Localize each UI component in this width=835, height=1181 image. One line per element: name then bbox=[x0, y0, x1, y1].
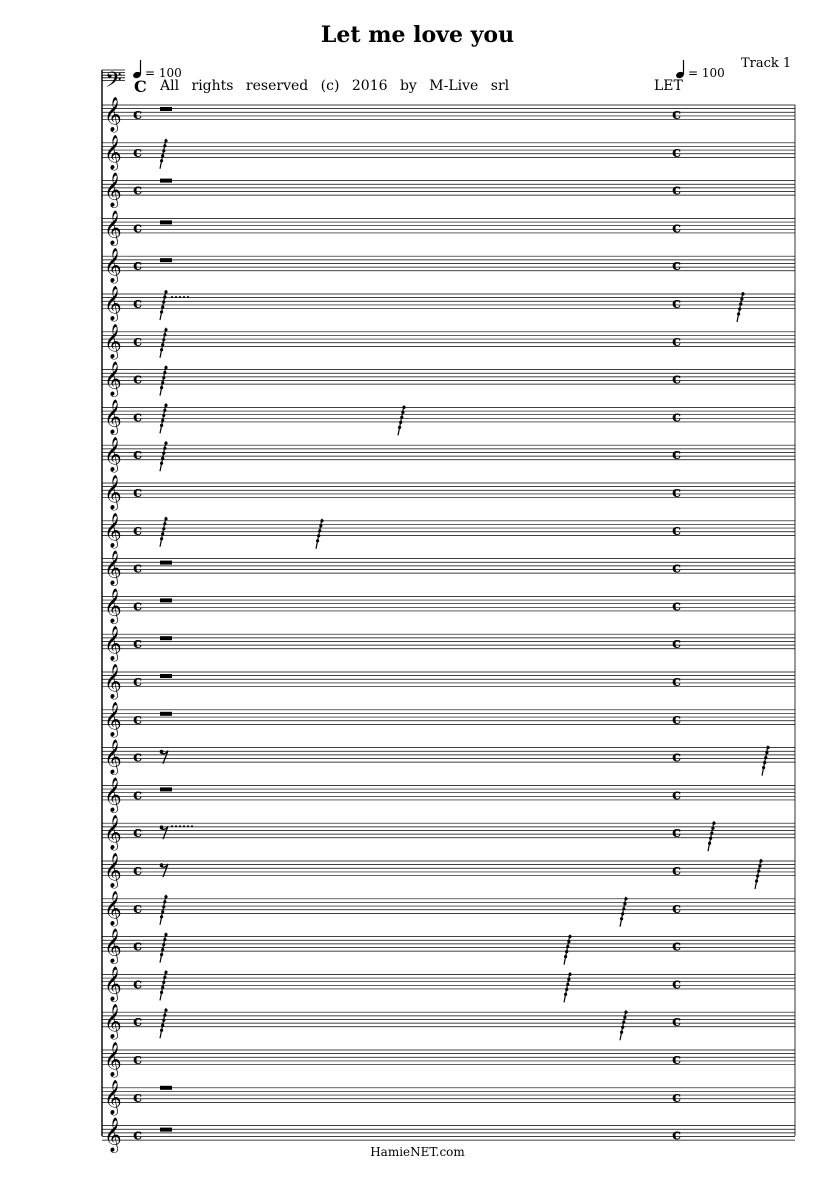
rest-flag-dot bbox=[161, 457, 164, 460]
rest-flag-dot bbox=[399, 421, 402, 424]
rest-flag-dot bbox=[162, 452, 165, 455]
rest-flag-dot bbox=[711, 827, 714, 830]
rest-flag-dot bbox=[163, 144, 166, 147]
rest-flag-dot bbox=[564, 993, 567, 996]
treble-clef-icon: 𝄞 bbox=[104, 172, 122, 208]
flagged-rest-icon bbox=[737, 292, 743, 322]
rest-flag-dot bbox=[759, 859, 762, 862]
rest-flag-dot bbox=[160, 386, 163, 389]
rest-flag-dot bbox=[402, 406, 405, 409]
whole-rest-icon bbox=[160, 1128, 172, 1132]
whole-rest-icon bbox=[160, 674, 172, 678]
time-signature-right: c bbox=[672, 520, 682, 539]
augmentation-dot bbox=[175, 825, 177, 827]
time-signature: c bbox=[133, 294, 143, 312]
time-signature-right: c bbox=[672, 898, 682, 917]
rest-flag-dot bbox=[622, 907, 625, 910]
whole-rest-icon bbox=[160, 787, 172, 791]
treble-clef-icon: 𝄞 bbox=[104, 399, 122, 435]
time-signature: c bbox=[133, 483, 143, 501]
treble-clef-icon: 𝄞 bbox=[104, 966, 122, 1002]
time-signature: c bbox=[133, 520, 143, 539]
eighth-rest-dot bbox=[160, 825, 164, 829]
augmentation-dot bbox=[183, 825, 185, 827]
time-signature-right: c bbox=[672, 294, 682, 312]
flagged-rest-icon bbox=[316, 519, 322, 549]
treble-clef-icon: 𝄞 bbox=[104, 248, 122, 284]
flagged-rest-icon bbox=[620, 1010, 626, 1040]
treble-clef-icon: 𝄞 bbox=[104, 777, 122, 813]
rest-flag-dot bbox=[160, 348, 163, 351]
whole-rest-icon bbox=[160, 561, 172, 565]
time-signature-right: c bbox=[672, 861, 682, 879]
rest-flag-dot bbox=[758, 864, 761, 867]
rest-flag-dot bbox=[765, 751, 768, 754]
whole-rest-icon bbox=[160, 220, 172, 224]
rest-flag-dot bbox=[401, 411, 404, 414]
treble-clef-icon: 𝄞 bbox=[104, 286, 122, 321]
time-signature-right: c bbox=[672, 974, 682, 993]
rest-flag-dot bbox=[161, 154, 164, 157]
time-signature-right: c bbox=[672, 936, 682, 955]
augmentation-dot bbox=[179, 296, 181, 298]
treble-clef-icon: 𝄞 bbox=[104, 1117, 122, 1153]
whole-rest-icon bbox=[160, 258, 172, 262]
rest-flag-dot bbox=[164, 328, 167, 331]
rest-flag-dot bbox=[164, 366, 167, 369]
eighth-rest-dot bbox=[160, 750, 164, 754]
copyright-text: All rights reserved (c) 2016 by M-Live srl bbox=[160, 78, 510, 94]
time-signature-right: c bbox=[672, 483, 682, 501]
lyric-marker: LET bbox=[654, 78, 683, 94]
time-signature: c bbox=[133, 1125, 143, 1144]
rest-flag-dot bbox=[622, 1021, 625, 1024]
bass-clef-icon: 𝄢 bbox=[105, 68, 122, 98]
time-signature: c bbox=[133, 672, 143, 690]
augmentation-dot bbox=[183, 296, 185, 298]
time-signature: c bbox=[133, 1050, 143, 1068]
rest-flag-dot bbox=[565, 988, 568, 991]
whole-rest-icon bbox=[160, 107, 172, 111]
rest-flag-dot bbox=[400, 416, 403, 419]
rest-flag-dot bbox=[161, 1024, 164, 1027]
treble-clef-icon: 𝄞 bbox=[104, 890, 122, 926]
time-signature: c bbox=[133, 974, 143, 993]
time-signature-right: c bbox=[672, 256, 682, 275]
rest-flag-dot bbox=[164, 517, 167, 520]
rest-flag-dot bbox=[757, 869, 760, 872]
treble-clef-icon: 𝄞 bbox=[104, 97, 122, 132]
rest-flag-dot bbox=[710, 832, 713, 835]
treble-clef-icon: 𝄞 bbox=[104, 853, 122, 888]
whole-rest-icon bbox=[160, 712, 172, 716]
treble-clef-icon: 𝄞 bbox=[104, 550, 122, 586]
rest-flag-dot bbox=[740, 297, 743, 300]
rest-flag-dot bbox=[320, 519, 323, 522]
rest-flag-dot bbox=[162, 338, 165, 341]
rest-flag-dot bbox=[708, 842, 711, 845]
time-signature: c bbox=[133, 823, 143, 842]
treble-clef-icon: 𝄞 bbox=[104, 1042, 122, 1077]
treble-clef-icon: 𝄞 bbox=[104, 626, 122, 662]
rest-flag-dot bbox=[161, 910, 164, 913]
time-signature-right: c bbox=[672, 369, 682, 388]
time-signature-right: c bbox=[672, 672, 682, 690]
rest-flag-dot bbox=[160, 537, 163, 540]
treble-clef-icon: 𝄞 bbox=[104, 701, 122, 737]
time-signature: c bbox=[133, 331, 143, 350]
treble-clef-icon: 𝄞 bbox=[104, 815, 122, 851]
rest-flag-dot bbox=[160, 159, 163, 162]
time-signature-right: c bbox=[672, 596, 682, 615]
rest-flag-dot bbox=[623, 902, 626, 905]
time-signature-right: c bbox=[672, 331, 682, 350]
rest-flag-dot bbox=[565, 950, 568, 953]
rest-flag-dot bbox=[162, 149, 165, 152]
rest-flag-dot bbox=[164, 139, 167, 142]
rest-flag-dot bbox=[317, 534, 320, 537]
time-signature: c bbox=[133, 558, 143, 577]
time-signature: c bbox=[133, 747, 143, 766]
rest-flag-dot bbox=[623, 1016, 626, 1019]
rest-flag-dot bbox=[161, 343, 164, 346]
time-signature-right: c bbox=[672, 709, 682, 728]
time-signature-right: c bbox=[672, 445, 682, 464]
whole-rest-icon bbox=[160, 1086, 172, 1090]
time-signature: c bbox=[133, 1087, 143, 1106]
flagged-rest-icon bbox=[398, 405, 404, 435]
rest-flag-dot bbox=[163, 409, 166, 412]
flagged-rest-icon bbox=[564, 935, 570, 965]
time-signature: c bbox=[133, 596, 143, 615]
track-label: Track 1 bbox=[741, 56, 792, 71]
rest-flag-dot bbox=[624, 1011, 627, 1014]
rest-flag-dot bbox=[161, 419, 164, 422]
rest-flag-dot bbox=[160, 424, 163, 427]
rest-flag-dot bbox=[163, 976, 166, 979]
rest-flag-dot bbox=[162, 527, 165, 530]
rest-flag-dot bbox=[164, 442, 167, 445]
augmentation-dot bbox=[187, 825, 189, 827]
time-signature-right: c bbox=[672, 142, 682, 161]
rest-flag-dot bbox=[568, 935, 571, 938]
rest-flag-dot bbox=[161, 948, 164, 951]
rest-flag-dot bbox=[160, 1029, 163, 1032]
rest-flag-dot bbox=[164, 1009, 167, 1012]
rest-flag-dot bbox=[162, 981, 165, 984]
flagged-rest-icon bbox=[620, 897, 626, 927]
treble-clef-icon: 𝄞 bbox=[104, 1079, 122, 1115]
flagged-rest-icon bbox=[708, 821, 714, 851]
rest-flag-dot bbox=[566, 983, 569, 986]
rest-flag-dot bbox=[164, 971, 167, 974]
treble-clef-icon: 𝄞 bbox=[104, 361, 122, 397]
tempo-value-left: = 100 bbox=[145, 66, 182, 80]
rest-flag-dot bbox=[164, 404, 167, 407]
rest-flag-dot bbox=[163, 295, 166, 298]
treble-clef-icon: 𝄞 bbox=[104, 437, 122, 473]
rest-flag-dot bbox=[160, 953, 163, 956]
rest-flag-dot bbox=[164, 895, 167, 898]
flagged-rest-icon bbox=[762, 746, 768, 776]
rest-flag-dot bbox=[568, 973, 571, 976]
whole-rest-icon bbox=[160, 636, 172, 640]
footer-credit: HamieNET.com bbox=[370, 1145, 465, 1159]
rest-flag-dot bbox=[161, 381, 164, 384]
rest-flag-dot bbox=[712, 822, 715, 825]
treble-clef-icon: 𝄞 bbox=[104, 323, 122, 359]
time-signature-right: c bbox=[672, 785, 682, 804]
augmentation-dot bbox=[171, 825, 173, 827]
treble-clef-icon: 𝄞 bbox=[104, 475, 122, 510]
rest-flag-dot bbox=[398, 426, 401, 429]
time-signature: c bbox=[133, 445, 143, 464]
rest-flag-dot bbox=[161, 305, 164, 308]
rest-flag-dot bbox=[318, 529, 321, 532]
time-signature: c bbox=[133, 218, 143, 237]
rest-flag-dot bbox=[763, 761, 766, 764]
rest-flag-dot bbox=[739, 302, 742, 305]
treble-clef-icon: 𝄞 bbox=[104, 1004, 122, 1040]
rest-flag-dot bbox=[316, 539, 319, 542]
rest-flag-dot bbox=[160, 991, 163, 994]
time-signature-right: c bbox=[672, 747, 682, 766]
time-signature: c bbox=[133, 105, 143, 123]
time-signature: c bbox=[133, 936, 143, 955]
rest-flag-dot bbox=[162, 376, 165, 379]
treble-clef-icon: 𝄞 bbox=[104, 928, 122, 964]
rest-flag-dot bbox=[162, 414, 165, 417]
rest-flag-dot bbox=[162, 905, 165, 908]
time-signature-right: c bbox=[672, 558, 682, 577]
rest-flag-dot bbox=[564, 955, 567, 958]
rest-flag-dot bbox=[709, 837, 712, 840]
eighth-rest-dot bbox=[160, 863, 164, 867]
time-signature: c bbox=[133, 634, 143, 653]
treble-clef-icon: 𝄞 bbox=[104, 210, 122, 246]
treble-clef-icon: 𝄞 bbox=[104, 739, 122, 775]
rest-flag-dot bbox=[163, 333, 166, 336]
rest-flag-dot bbox=[319, 524, 322, 527]
time-signature-right: c bbox=[672, 105, 682, 123]
rest-flag-dot bbox=[161, 532, 164, 535]
time-signature: c bbox=[133, 861, 143, 879]
time-signature-right: c bbox=[672, 1087, 682, 1106]
augmentation-dot bbox=[187, 296, 189, 298]
rest-flag-dot bbox=[621, 1026, 624, 1029]
whole-rest-icon bbox=[160, 598, 172, 602]
time-signature: c bbox=[133, 369, 143, 388]
rest-flag-dot bbox=[756, 874, 759, 877]
rest-flag-dot bbox=[163, 447, 166, 450]
flagged-rest-icon bbox=[564, 972, 570, 1002]
time-signature-right: c bbox=[672, 180, 682, 199]
time-signature: c bbox=[133, 180, 143, 199]
rest-flag-dot bbox=[755, 879, 758, 882]
time-signature-right: c bbox=[672, 407, 682, 426]
rest-flag-dot bbox=[162, 300, 165, 303]
rest-flag-dot bbox=[163, 1014, 166, 1017]
time-signature-right: c bbox=[672, 1012, 682, 1031]
time-signature: c bbox=[133, 1012, 143, 1031]
rest-flag-dot bbox=[163, 522, 166, 525]
rest-flag-dot bbox=[164, 290, 167, 293]
rest-flag-dot bbox=[162, 1019, 165, 1022]
rest-flag-dot bbox=[160, 310, 163, 313]
time-signature-right: c bbox=[672, 823, 682, 842]
rest-flag-dot bbox=[567, 940, 570, 943]
time-signature: c bbox=[133, 898, 143, 917]
flagged-rest-icon bbox=[755, 859, 761, 889]
whole-rest-icon bbox=[160, 179, 172, 183]
song-title: Let me love you bbox=[320, 22, 515, 48]
time-signature: c bbox=[133, 407, 143, 426]
treble-clef-icon: 𝄞 bbox=[104, 512, 122, 548]
bass-time-signature: C bbox=[134, 77, 147, 96]
rest-flag-dot bbox=[160, 462, 163, 465]
augmentation-dot bbox=[179, 825, 181, 827]
rest-flag-dot bbox=[737, 312, 740, 315]
time-signature-right: c bbox=[672, 1050, 682, 1068]
treble-clef-icon: 𝄞 bbox=[104, 664, 122, 699]
rest-flag-dot bbox=[620, 917, 623, 920]
augmentation-dot bbox=[191, 825, 193, 827]
time-signature: c bbox=[133, 256, 143, 275]
rest-flag-dot bbox=[160, 915, 163, 918]
rest-flag-dot bbox=[164, 933, 167, 936]
time-signature-right: c bbox=[672, 634, 682, 653]
rest-flag-dot bbox=[162, 943, 165, 946]
rest-flag-dot bbox=[163, 938, 166, 941]
rest-flag-dot bbox=[762, 766, 765, 769]
treble-clef-icon: 𝄞 bbox=[104, 134, 122, 170]
rest-flag-dot bbox=[738, 307, 741, 310]
rest-flag-dot bbox=[567, 978, 570, 981]
time-signature: c bbox=[133, 142, 143, 161]
rest-flag-dot bbox=[161, 986, 164, 989]
augmentation-dot bbox=[175, 296, 177, 298]
augmentation-dot bbox=[171, 296, 173, 298]
rest-flag-dot bbox=[764, 756, 767, 759]
time-signature: c bbox=[133, 785, 143, 804]
time-signature-right: c bbox=[672, 1125, 682, 1144]
time-signature-right: c bbox=[672, 218, 682, 237]
rest-flag-dot bbox=[163, 371, 166, 374]
tempo-value-right: = 100 bbox=[688, 66, 725, 80]
rest-flag-dot bbox=[163, 900, 166, 903]
treble-clef-icon: 𝄞 bbox=[104, 588, 122, 624]
rest-flag-dot bbox=[620, 1031, 623, 1034]
rest-flag-dot bbox=[741, 292, 744, 295]
rest-flag-dot bbox=[766, 746, 769, 749]
rest-flag-dot bbox=[621, 912, 624, 915]
time-signature: c bbox=[133, 709, 143, 728]
rest-flag-dot bbox=[566, 945, 569, 948]
rest-flag-dot bbox=[624, 897, 627, 900]
